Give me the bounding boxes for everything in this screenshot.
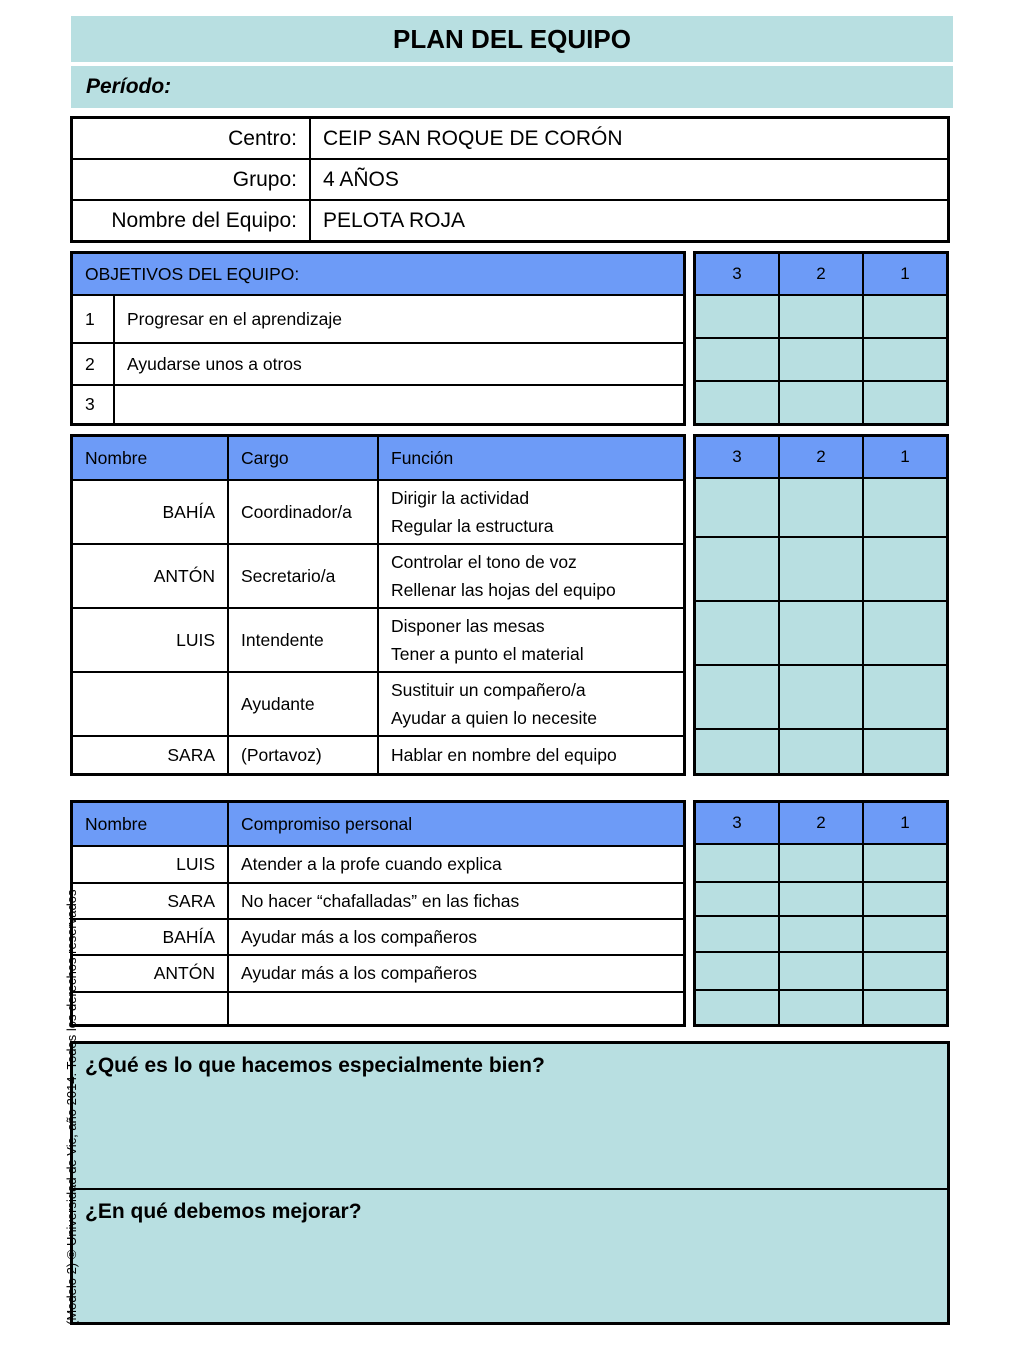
score-3-header: 3 xyxy=(695,436,779,478)
grupo-label: Grupo: xyxy=(72,159,310,200)
funcion-line: Regular la estructura xyxy=(391,516,554,536)
score-cell[interactable] xyxy=(779,478,863,537)
commit-text: Ayudar más a los compañeros xyxy=(228,919,684,955)
commitments-score-grid xyxy=(693,800,949,1027)
score-cell[interactable] xyxy=(779,844,863,882)
objectives-score-grid xyxy=(693,251,949,426)
objective-text: Ayudarse unos a otros xyxy=(114,343,684,385)
score-cell[interactable] xyxy=(695,537,779,601)
improvements-section[interactable] xyxy=(73,1190,947,1234)
objective-number: 3 xyxy=(72,385,114,424)
score-cell[interactable] xyxy=(863,916,947,952)
score-cell[interactable] xyxy=(863,478,947,537)
centro-label: Centro: xyxy=(72,118,310,159)
score-cell[interactable] xyxy=(779,665,863,729)
roles-header-funcion: Función xyxy=(378,436,684,480)
strengths-question: ¿Qué es lo que hacemos especialmente bien? xyxy=(85,1054,545,1077)
score-cell[interactable] xyxy=(779,295,863,338)
commit-text: Atender a la profe cuando explica xyxy=(228,846,684,883)
score-cell[interactable] xyxy=(695,338,779,381)
score-3-header: 3 xyxy=(695,253,779,295)
roles-header-nombre: Nombre xyxy=(72,436,228,480)
score-cell[interactable] xyxy=(695,381,779,424)
objective-number: 1 xyxy=(72,295,114,343)
score-cell[interactable] xyxy=(863,990,947,1025)
score-cell[interactable] xyxy=(779,990,863,1025)
funcion-line: Hablar en nombre del equipo xyxy=(391,744,617,765)
role-member-name: SARA xyxy=(72,736,228,774)
objectives-table xyxy=(70,251,686,426)
score-cell[interactable] xyxy=(695,916,779,952)
score-cell[interactable] xyxy=(779,338,863,381)
commit-text: No hacer “chafalladas” en las fichas xyxy=(228,883,684,919)
score-cell[interactable] xyxy=(779,601,863,665)
score-2-header: 2 xyxy=(779,253,863,295)
role-member-name: BAHÍA xyxy=(72,480,228,544)
strengths-section[interactable] xyxy=(73,1044,947,1190)
equipo-value: PELOTA ROJA xyxy=(310,200,948,241)
equipo-label: Nombre del Equipo: xyxy=(72,200,310,241)
objective-text: Progresar en el aprendizaje xyxy=(114,295,684,343)
roles-table xyxy=(70,434,686,776)
score-1-header: 1 xyxy=(863,253,947,295)
role-funcion xyxy=(378,672,684,736)
grupo-value: 4 AÑOS xyxy=(310,159,948,200)
commit-member-name xyxy=(72,992,228,1025)
role-member-name: ANTÓN xyxy=(72,544,228,608)
role-cargo: Coordinador/a xyxy=(228,480,378,544)
improvements-question: ¿En qué debemos mejorar? xyxy=(85,1200,362,1223)
score-cell[interactable] xyxy=(695,729,779,774)
score-cell[interactable] xyxy=(779,916,863,952)
score-cell[interactable] xyxy=(779,952,863,990)
score-cell[interactable] xyxy=(863,338,947,381)
period-label: Período: xyxy=(71,66,953,108)
score-cell[interactable] xyxy=(695,601,779,665)
score-cell[interactable] xyxy=(695,882,779,916)
role-funcion xyxy=(378,480,684,544)
objectives-header: OBJETIVOS DEL EQUIPO: xyxy=(72,253,684,295)
role-cargo: Ayudante xyxy=(228,672,378,736)
page-title: PLAN DEL EQUIPO xyxy=(71,16,953,62)
role-member-name xyxy=(72,672,228,736)
roles-header-cargo: Cargo xyxy=(228,436,378,480)
score-cell[interactable] xyxy=(863,844,947,882)
objective-number: 2 xyxy=(72,343,114,385)
commit-header-compromiso: Compromiso personal xyxy=(228,802,684,846)
score-cell[interactable] xyxy=(863,952,947,990)
objective-text xyxy=(114,385,684,424)
role-funcion xyxy=(378,736,684,774)
funcion-line: Ayudar a quien lo necesite xyxy=(391,708,597,728)
score-cell[interactable] xyxy=(695,952,779,990)
score-2-header: 2 xyxy=(779,802,863,844)
commitments-table xyxy=(70,800,686,1027)
commit-text: Ayudar más a los compañeros xyxy=(228,955,684,992)
score-cell[interactable] xyxy=(863,729,947,774)
funcion-line: Tener a punto el material xyxy=(391,644,584,664)
funcion-line: Controlar el tono de voz xyxy=(391,552,577,572)
commit-member-name: SARA xyxy=(72,883,228,919)
score-cell[interactable] xyxy=(695,990,779,1025)
score-cell[interactable] xyxy=(863,537,947,601)
reflection-box xyxy=(70,1041,950,1325)
commit-member-name: ANTÓN xyxy=(72,955,228,992)
commit-member-name: LUIS xyxy=(72,846,228,883)
funcion-line: Rellenar las hojas del equipo xyxy=(391,580,616,600)
commit-header-nombre: Nombre xyxy=(72,802,228,846)
score-cell[interactable] xyxy=(695,665,779,729)
role-funcion xyxy=(378,544,684,608)
score-cell[interactable] xyxy=(779,381,863,424)
role-cargo: (Portavoz) xyxy=(228,736,378,774)
score-cell[interactable] xyxy=(779,882,863,916)
commit-text xyxy=(228,992,684,1025)
copyright-note: (Modelo 2) © Universidad de Vic, año 2014. Todos los derechos reservados xyxy=(64,889,79,1325)
score-cell[interactable] xyxy=(863,665,947,729)
roles-score-grid xyxy=(693,434,949,776)
score-cell[interactable] xyxy=(779,729,863,774)
centro-value: CEIP SAN ROQUE DE CORÓN xyxy=(310,118,948,159)
funcion-line: Sustituir un compañero/a xyxy=(391,680,586,700)
score-3-header: 3 xyxy=(695,802,779,844)
score-cell[interactable] xyxy=(863,601,947,665)
score-2-header: 2 xyxy=(779,436,863,478)
score-cell[interactable] xyxy=(695,844,779,882)
score-cell[interactable] xyxy=(863,882,947,916)
score-cell[interactable] xyxy=(779,537,863,601)
score-cell[interactable] xyxy=(863,381,947,424)
commit-member-name: BAHÍA xyxy=(72,919,228,955)
role-cargo: Secretario/a xyxy=(228,544,378,608)
role-member-name: LUIS xyxy=(72,608,228,672)
team-info-table xyxy=(70,116,950,243)
role-funcion xyxy=(378,608,684,672)
score-1-header: 1 xyxy=(863,802,947,844)
score-cell[interactable] xyxy=(695,295,779,338)
score-cell[interactable] xyxy=(863,295,947,338)
role-cargo: Intendente xyxy=(228,608,378,672)
funcion-line: Dirigir la actividad xyxy=(391,488,530,508)
funcion-line: Disponer las mesas xyxy=(391,616,545,636)
score-cell[interactable] xyxy=(695,478,779,537)
score-1-header: 1 xyxy=(863,436,947,478)
